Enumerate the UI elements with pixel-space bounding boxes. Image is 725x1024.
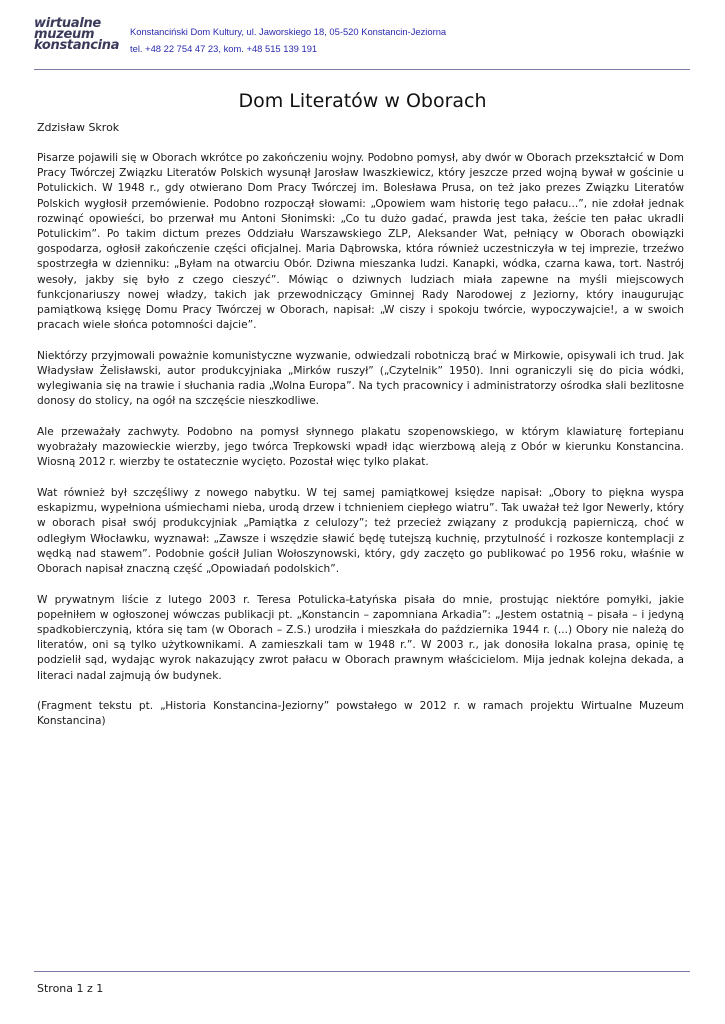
paragraph-3: Ale przeważały zachwyty. Podobno na pomysł słynnego plakatu szopenowskiego, w którym klawiaturę fortepianu wyobrażały mazowieckie wierzby, jego twórca Trepkowski wpadł idąc wierzbową aleją z Obór w kierunku Konstancina. Wiosną 2012 r. wierzby te ostatecznie wycięto. Pozostał więc tylko plakat.	[37, 426, 684, 469]
paragraph-1: Pisarze pojawili się w Oborach wkrótce po zakończeniu wojny. Podobno pomysł, aby dwór w Oborach przekształcić w Dom Pracy Twórczej Związku Literatów Polskich wysunął Jarosław Iwaszkiewicz, który jeszcze przed wojną bywał w gościnie u Potulickich. W 1948 r., gdy otwierano Dom Pracy Twórczej im. Bolesława Prusa, on też jako prezes Związku Literatów Polskich wygłosił przemówienie. Podobno rozpoczął słowami: „Opowiem wam historię tego pałacu...”, nie zdołał jednak rozwinąć opowieści, bo przerwał mu Antoni Słonimski: „Co tu dużo gadać, prawda jest taka, żeście ten pałac ukradli Potulickim”. Po takim dictum prezes Oddziału Warszawskiego ZLP, Aleksander Wat, pełniący w Oborach obowiązki gospodarza, ogłosił zakończenie części oficjalnej. Maria Dąbrowska, która również uczestniczyła w tej imprezie, trzeźwo spostrzegła w dzienniku: „Byłam na otwarciu Obór. Dziwna mieszanka ludzi. Kanapki, wódka, czarna kawa, tort. Nastrój wesoły, jakby się było z czego cieszyć”. Mówiąc o dziwnych ludziach miała zapewne na myśli miejscowych funkcjonariuszy nowej władzy, takich jak przewodniczący Gminnej Rady Narodowej z Jeziorny, który inaugurując pamiątkową księgę Domu Pracy Twórczej w Oborach, napisał: „W ciszy i spokoju twórcie, wypoczywajcie!, a w swoich pracach wiele słońca potomności dajcie”.	[37, 152, 684, 332]
article-author: Zdzisław Skrok	[37, 121, 120, 134]
logo-line-3: konstancina	[34, 38, 120, 53]
logo-line-1: wirtualne	[34, 16, 101, 31]
page-number: Strona 1 z 1	[37, 982, 104, 995]
article-body	[37, 151, 684, 745]
contact-info	[130, 23, 446, 57]
paragraph-6: (Fragment tekstu pt. „Historia Konstancina-Jeziorny” powstałego w 2012 r. w ramach projektu Wirtualne Muzeum Konstancina)	[37, 700, 684, 728]
header-divider	[34, 69, 690, 70]
phone-line: tel. +48 22 754 47 23, kom. +48 515 139 191	[130, 43, 318, 54]
paragraph-5: W prywatnym liście z lutego 2003 r. Teresa Potulicka-Łatyńska pisała do mnie, prostując niektóre pomyłki, jakie popełniłem w ogłoszonej wówczas publikacji pt. „Konstancin – zapomniana Arkadia”: „Jestem ostatnią – pisała – i jedyną spadkobierczynią, która się tam (w Oborach – Z.S.) urodziła i mieszkała do października 1944 r. (...) Obory nie należą do literatów, oni są tylko użytkownikami. A zamieszkali tam w 1948 r.”. W 2003 r., jak donosiła lokalna prasa, opinię tę podzielił sąd, wydając wyrok nakazujący zwrot pałacu w Oborach prawnym właścicielom. Mija jednak kolejna dekada, a literaci nadal zajmują ów budynek.	[37, 593, 684, 682]
footer-divider	[34, 971, 690, 972]
logo-line-2: muzeum	[34, 27, 95, 42]
page-header	[34, 16, 690, 70]
address-line: Konstanciński Dom Kultury, ul. Jaworskiego 18, 05-520 Konstancin-Jeziorna	[130, 26, 447, 37]
museum-logo	[34, 18, 124, 51]
paragraph-4: Wat również był szczęśliwy z nowego nabytku. W tej samej pamiątkowej księdze napisał: „Obory to piękna wyspa eskapizmu, wypełniona uśmiechami nieba, urodą drzew i tchnieniem ciepłego wiatru”. Tak uważał też Igor Newerly, który w oborach pisał swój produkcyjniak „Pamiątka z celulozy”; też przecież związany z produkcją papierniczą, choć w odległym Włocławku, wyznawał: „Zawsze i wszędzie sławić będę tutejszą kuchnię, przytulność i rozkosze kontemplacji z wędką nad stawem”. Podobnie gościł Julian Wołoszynowski, który, gdy zaczęto go publikować po 1956 roku, właśnie w Oborach napisał znaczną część „Opowiadań podolskich”.	[37, 487, 684, 576]
paragraph-2: Niektórzy przyjmowali poważnie komunistyczne wyzwanie, odwiedzali robotniczą brać w Mirkowie, opisywali ich trud. Jak Władysław Żelisławski, autor produkcyjniaka „Mirków ruszył” („Czytelnik” 1950). Inni ograniczyli się do picia wódki, wylegiwania się na trawie i słuchania radia „Wolna Europa”. Na tych pracownicy i administratorzy ośrodka słali bezlitosne donosy do stolicy, na ogół na szczęście nieszkodliwe.	[37, 349, 684, 408]
page-title: Dom Literatów w Oborach	[238, 90, 487, 112]
